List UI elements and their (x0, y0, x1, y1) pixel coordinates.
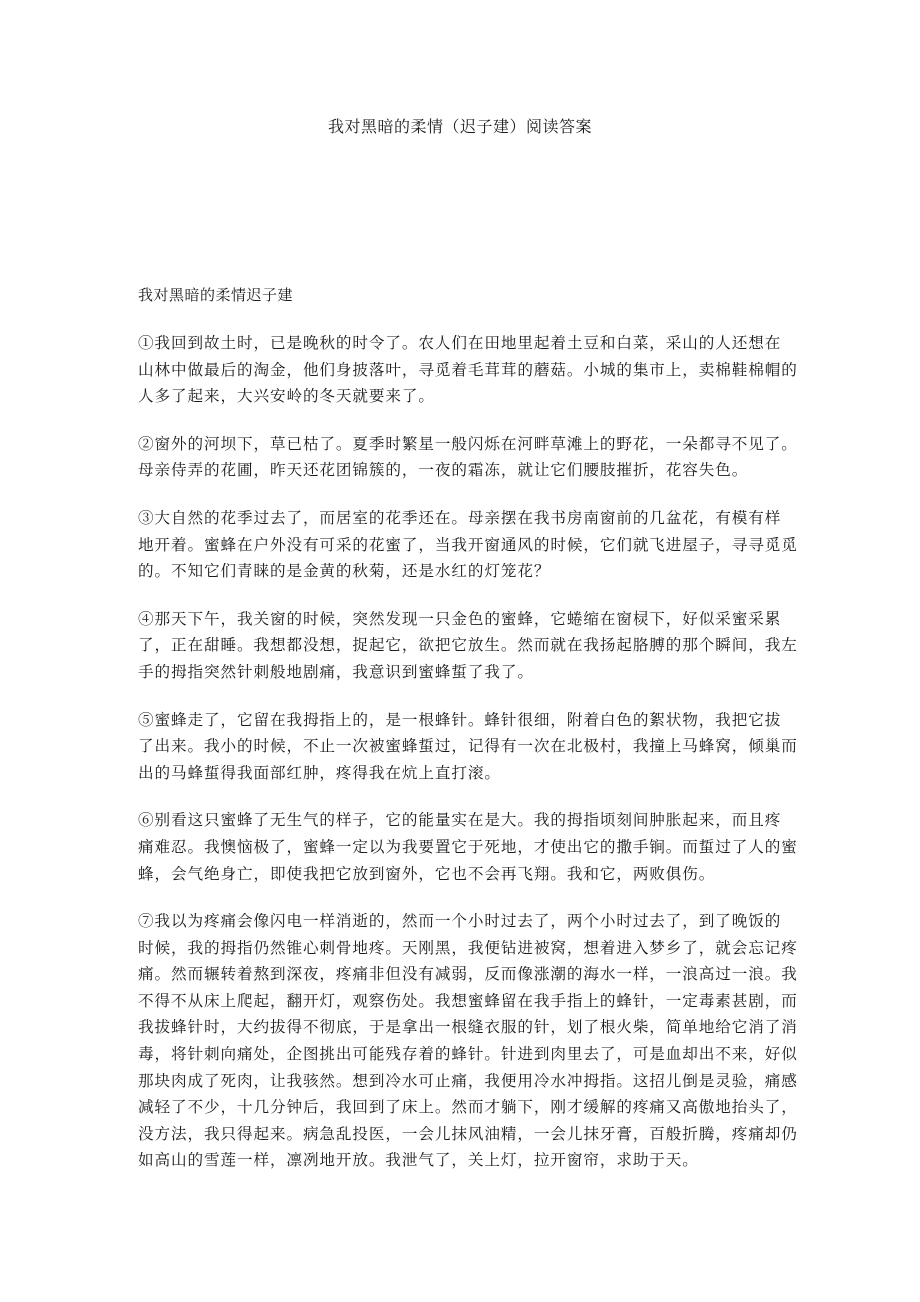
paragraph-3 (138, 505, 798, 585)
paragraph-line: 痛难忍。我懊恼极了，蜜蜂一定以为我要置它于死地，才使出它的撒手锏。而蜇过了人的蜜 (138, 837, 798, 856)
paragraph-1 (138, 330, 798, 410)
paragraph-line: 那块肉成了死肉，让我骇然。想到冷水可止痛，我便用冷水冲拇指。这招儿倒是灵验，痛感 (138, 1071, 798, 1090)
paragraph-line: 不得不从床上爬起，翻开灯，观察伤处。我想蜜蜂留在我手指上的蜂针，一定毒素甚剧，而 (138, 991, 798, 1010)
article-body (138, 330, 798, 1195)
paragraph-line: ⑦我以为疼痛会像闪电一样消逝的，然而一个小时过去了，两个小时过去了，到了晚饭的 (138, 912, 782, 931)
paragraph-line: 了，正在甜睡。我想都没想，捉起它，欲把它放生。然而就在我扬起胳膊的那个瞬间，我左 (138, 636, 798, 655)
paragraph-line: 痛。然而辗转着熬到深夜，疼痛非但没有减弱，反而像涨潮的海水一样，一浪高过一浪。我 (138, 965, 798, 984)
paragraph-line: ⑤蜜蜂走了，它留在我拇指上的，是一根蜂针。蜂针很细，附着白色的絮状物，我把它拔 (138, 710, 782, 729)
article-heading: 我对黑暗的柔情迟子建 (138, 286, 294, 304)
paragraph-line: 时候，我的拇指仍然锥心刺骨地疼。天刚黑，我便钻进被窝，想着进入梦乡了，就会忘记疼 (138, 938, 798, 957)
paragraph-line: ④那天下午，我关窗的时候，突然发现一只金色的蜜蜂，它蜷缩在窗棂下，好似采蜜采累 (138, 609, 782, 628)
paragraph-line: 我拔蜂针时，大约拔得不彻底，于是拿出一根缝衣服的针，划了根火柴，简单地给它消了消 (138, 1018, 798, 1037)
paragraph-line: ③大自然的花季过去了，而居室的花季还在。母亲摆在我书房南窗前的几盆花，有模有样 (138, 508, 782, 527)
paragraph-line: 没方法，我只得起来。病急乱投医，一会儿抹风油精，一会儿抹牙膏，百般折腾，疼痛却仍 (138, 1124, 798, 1143)
paragraph-2 (138, 431, 798, 484)
paragraph-line: 了出来。我小的时候，不止一次被蜜蜂蜇过，记得有一次在北极村，我撞上马蜂窝，倾巢而 (138, 737, 798, 756)
paragraph-line: ①我回到故土时，已是晚秋的时令了。农人们在田地里起着土豆和白菜，采山的人还想在 (138, 334, 782, 352)
paragraph-line: 的。不知它们青睐的是金黄的秋菊，还是水红的灯笼花？ (138, 562, 551, 581)
paragraph-line: 如高山的雪莲一样，凛冽地开放。我泄气了，关上灯，拉开窗帘，求助于天。 (138, 1151, 699, 1170)
paragraph-line: ②窗外的河坝下，草已枯了。夏季时繁星一般闪烁在河畔草滩上的野花，一朵都寻不见了。 (138, 434, 798, 453)
paragraph-line: 减轻了不少，十几分钟后，我回到了床上。然而才躺下，刚才缓解的疼痛又高傲地抬头了， (138, 1098, 798, 1117)
paragraph-4 (138, 606, 798, 686)
paragraph-line: 地开着。蜜蜂在户外没有可采的花蜜了，当我开窗通风的时候，它们就飞进屋子，寻寻觅觅 (138, 535, 798, 554)
paragraph-line: 手的拇指突然针刺般地剧痛，我意识到蜜蜂蜇了我了。 (138, 662, 534, 681)
paragraph-line: 人多了起来，大兴安岭的冬天就要来了。 (138, 387, 435, 406)
document-title: 我对黑暗的柔情（迟子建）阅读答案 (327, 117, 592, 136)
paragraph-6 (138, 807, 798, 887)
paragraph-7 (138, 908, 798, 1174)
paragraph-line: ⑥别看这只蜜蜂了无生气的样子，它的能量实在是大。我的拇指顷刻间肿胀起来，而且疼 (138, 811, 782, 830)
paragraph-5 (138, 707, 798, 787)
paragraph-line: 山林中做最后的淘金，他们身披落叶，寻觅着毛茸茸的蘑菇。小城的集市上，卖棉鞋棉帽的 (138, 360, 798, 379)
paragraph-line: 蜂，会气绝身亡，即使我把它放到窗外，它也不会再飞翔。我和它，两败俱伤。 (138, 864, 716, 883)
paragraph-line: 毒，将针刺向痛处，企图挑出可能残存着的蜂针。针进到肉里去了，可是血却出不来，好似 (138, 1045, 798, 1064)
paragraph-line: 母亲侍弄的花圃，昨天还花团锦簇的，一夜的霜冻，就让它们腰肢摧折，花容失色。 (138, 461, 749, 480)
paragraph-line: 出的马蜂蜇得我面部红肿，疼得我在炕上直打滚。 (138, 763, 501, 782)
